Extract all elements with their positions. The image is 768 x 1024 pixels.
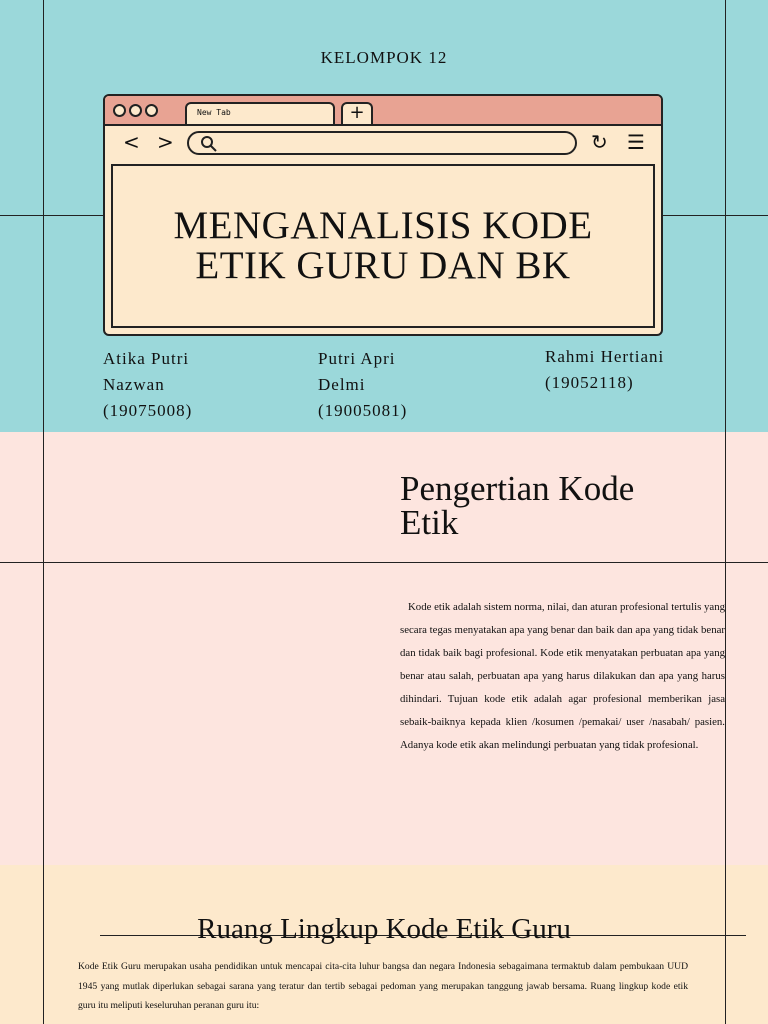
- title-line: MENGANALISIS KODE: [173, 204, 593, 247]
- section-heading: [400, 469, 635, 542]
- forward-arrow-icon: >: [157, 130, 174, 154]
- member-atika: [103, 346, 192, 424]
- browser-title-bar: [105, 96, 661, 126]
- back-arrow-icon: <: [123, 130, 140, 154]
- member-id: (19075008): [103, 401, 193, 420]
- member-name: Rahmi Hertiani: [545, 347, 665, 366]
- reload-icon: ↻: [591, 130, 608, 154]
- slide-pengertian: [0, 432, 768, 865]
- definition-paragraph: Kode etik adalah sistem norma, nilai, dan aturan profesional tertulis yang secara tegas menyatakan apa yang benar dan baik dan apa yang tidak benar dan tidak baik bagi profesional. Kode etik menyatakan perbuatan apa yang benar atau salah, perbuatan apa yang harus dilakukan dan apa yang harus dihindari. Tujuan kode etik adalah agar profesional memberikan jasa sebaik-baiknya kepada klien /kosumen /pemakai/ user /nasabah/ pasien. Adanya kode etik akan melindungi perbuatan yang tidak profesional.: [400, 601, 725, 751]
- member-rahmi: [545, 344, 664, 396]
- browser-viewport: [111, 164, 655, 328]
- slide-ruang-lingkup: [0, 865, 768, 1024]
- member-name: Nazwan: [103, 375, 165, 394]
- slide-title: [0, 0, 768, 432]
- presentation-title: [113, 206, 653, 286]
- scope-paragraph: Kode Etik Guru merupakan usaha pendidikan untuk mencapai cita-cita luhur bangsa dan negara Indonesia sebagaimana termaktub dalam pembukaan UUD 1945 yang mutlak diperlukan sebagai sarana yang teratur dan tertib sebagai pedoman yang merupakan tanggung jawab bersama. Ruang lingkup kode etik guru itu meliputi keseluruhan peranan guru itu:: [78, 961, 688, 1011]
- window-dot-icon: [129, 104, 142, 117]
- new-tab-icon: +: [341, 102, 373, 124]
- window-dot-icon: [113, 104, 126, 117]
- member-name: Delmi: [318, 375, 366, 394]
- heading-line: Pengertian Kode: [400, 469, 635, 508]
- member-name: Atika Putri: [103, 349, 190, 368]
- decor-line: [43, 432, 44, 865]
- decor-line: [725, 432, 726, 865]
- search-icon: [199, 134, 219, 154]
- group-label: KELOMPOK 12: [320, 48, 448, 67]
- title-line: ETIK GURU DAN BK: [195, 244, 571, 287]
- member-name: Putri Apri: [318, 349, 396, 368]
- browser-tab: New Tab: [185, 102, 335, 124]
- menu-icon: ☰: [627, 130, 645, 154]
- member-putri: [318, 346, 407, 424]
- member-id: (19052118): [545, 373, 634, 392]
- member-id: (19005081): [318, 401, 408, 420]
- browser-window-illustration: [103, 94, 663, 336]
- window-dot-icon: [145, 104, 158, 117]
- address-bar: [187, 131, 577, 155]
- section-heading: Ruang Lingkup Kode Etik Guru: [197, 913, 571, 945]
- decor-line: [0, 562, 768, 563]
- heading-line: Etik: [400, 503, 459, 542]
